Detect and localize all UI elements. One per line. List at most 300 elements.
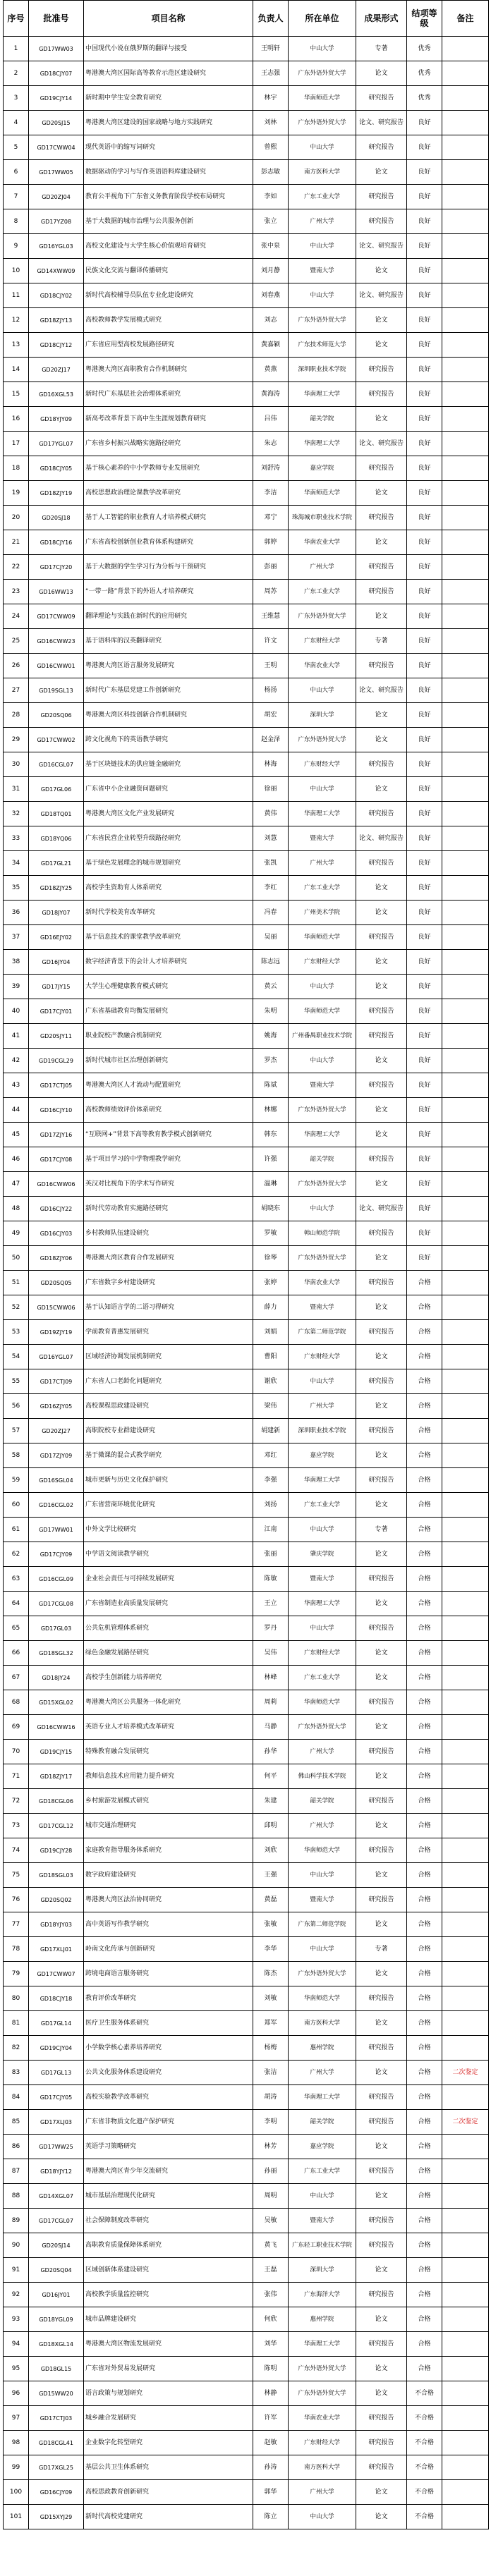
row-grade: 合格: [407, 1271, 442, 1295]
row-institution: 暨南大学: [289, 1888, 356, 1912]
row-index: 37: [4, 925, 29, 950]
row-output-form: 论文、研究报告: [356, 283, 407, 308]
table-row: [4, 1295, 489, 1320]
row-institution: 中山大学: [289, 1049, 356, 1073]
table-row: [4, 1443, 489, 1468]
row-output-form: 论文: [356, 703, 407, 728]
row-code: GD17WW05: [29, 160, 84, 185]
row-output-form: 研究报告: [356, 1740, 407, 1764]
row-leader: 冯春: [253, 901, 289, 925]
row-output-form: 论文: [356, 1863, 407, 1888]
row-title: 基于区块链技术的供应链金融研究: [84, 752, 253, 777]
row-grade: 良好: [407, 358, 442, 382]
row-code: GD18CJY18: [29, 1986, 84, 2011]
row-title: 广东省对外贸易发展研究: [84, 2357, 253, 2381]
row-code: GD15XGL02: [29, 1690, 84, 1715]
row-index: 34: [4, 851, 29, 876]
row-leader: 吴敏: [253, 2209, 289, 2233]
row-output-form: 论文: [356, 1666, 407, 1690]
row-output-form: 论文: [356, 481, 407, 506]
table-row: [4, 481, 489, 506]
row-title: 乡村旅游发展模式研究: [84, 1789, 253, 1814]
row-leader: 王磊: [253, 2258, 289, 2283]
table-row: [4, 925, 489, 950]
row-code: GD16SGL04: [29, 1468, 84, 1493]
table-row: [4, 678, 489, 703]
row-remark: [442, 580, 489, 604]
row-institution: 广东财经大学: [289, 2431, 356, 2455]
table-row: [4, 2061, 489, 2085]
row-remark: [442, 1641, 489, 1666]
row-title: 数据驱动的学习与写作英语语料库建设研究: [84, 160, 253, 185]
row-grade: 合格: [407, 1715, 442, 1740]
row-index: 44: [4, 1098, 29, 1123]
row-title: 乡村教师队伍建设研究: [84, 1221, 253, 1246]
row-output-form: 论文: [356, 777, 407, 802]
table-row: [4, 1073, 489, 1098]
row-grade: 合格: [407, 2184, 442, 2209]
row-title: 广东省高校创新创业教育体系构建研究: [84, 530, 253, 555]
row-code: GD17CWW02: [29, 728, 84, 752]
row-code: GD20ZJ04: [29, 185, 84, 209]
row-output-form: 论文: [356, 728, 407, 752]
row-output-form: 研究报告: [356, 2036, 407, 2061]
row-title: 广东省非物质文化遗产保护研究: [84, 2110, 253, 2135]
row-institution: 深圳职业技术学院: [289, 1419, 356, 1443]
table-row: [4, 2332, 489, 2357]
row-institution: 华南理工大学: [289, 432, 356, 456]
row-title: 区域创新体系建设研究: [84, 2258, 253, 2283]
table-row: [4, 2135, 489, 2159]
row-grade: 良好: [407, 160, 442, 185]
row-institution: 华南理工大学: [289, 802, 356, 826]
row-index: 78: [4, 1937, 29, 1962]
row-index: 2: [4, 61, 29, 86]
table-row: [4, 2233, 489, 2258]
row-output-form: 论文、研究报告: [356, 432, 407, 456]
row-remark: [442, 1246, 489, 1271]
row-output-form: 论文: [356, 1814, 407, 1838]
row-grade: 良好: [407, 555, 442, 580]
row-leader: 陈杰: [253, 1962, 289, 1986]
row-output-form: 论文: [356, 901, 407, 925]
row-leader: 刘林: [253, 111, 289, 135]
row-leader: 罗杰: [253, 1049, 289, 1073]
row-remark: [442, 1295, 489, 1320]
row-title: 现代英语中的缩写词研究: [84, 135, 253, 160]
row-leader: 梁伟: [253, 1394, 289, 1419]
row-institution: 广东外语外贸大学: [289, 308, 356, 333]
row-index: 24: [4, 604, 29, 629]
row-title: 粤港澳大湾区建设的国家战略与地方实践研究: [84, 111, 253, 135]
row-output-form: 研究报告: [356, 1419, 407, 1443]
row-title: 高校文化建设与大学生核心价值观培育研究: [84, 234, 253, 259]
row-institution: 韩山师范学院: [289, 1221, 356, 1246]
row-output-form: 论文: [356, 1764, 407, 1789]
row-institution: 广东财经大学: [289, 629, 356, 654]
row-output-form: 研究报告: [356, 1567, 407, 1592]
table-row: [4, 1690, 489, 1715]
row-index: 101: [4, 2505, 29, 2529]
row-index: 38: [4, 950, 29, 975]
row-institution: 深圳大学: [289, 703, 356, 728]
row-leader: 刘华: [253, 2332, 289, 2357]
row-leader: 林芳: [253, 2135, 289, 2159]
table-row: [4, 975, 489, 999]
row-title: 粤港澳大湾区公共服务一体化研究: [84, 1690, 253, 1715]
row-index: 89: [4, 2209, 29, 2233]
row-output-form: 研究报告: [356, 382, 407, 407]
row-code: GD17WW03: [29, 37, 84, 61]
row-remark: [442, 283, 489, 308]
row-remark: [442, 135, 489, 160]
row-code: GD17XLJ03: [29, 2110, 84, 2135]
row-leader: 吴丽: [253, 925, 289, 950]
row-remark: [442, 654, 489, 678]
row-output-form: 论文: [356, 2307, 407, 2332]
row-remark: [442, 555, 489, 580]
row-output-form: 研究报告: [356, 1789, 407, 1814]
row-output-form: 论文: [356, 2480, 407, 2505]
table-row: [4, 580, 489, 604]
row-grade: 合格: [407, 2085, 442, 2110]
row-code: GD16XGL53: [29, 382, 84, 407]
row-leader: 赵金泽: [253, 728, 289, 752]
row-grade: 不合格: [407, 2431, 442, 2455]
table-row: [4, 2431, 489, 2455]
row-output-form: 论文: [356, 604, 407, 629]
row-code: GD17GL21: [29, 851, 84, 876]
row-title: 新高考改革背景下高中生生涯规划教育研究: [84, 407, 253, 432]
row-output-form: 专著: [356, 1518, 407, 1542]
row-institution: 华南师范大学: [289, 1690, 356, 1715]
row-grade: 良好: [407, 1147, 442, 1172]
row-title: 粤港澳大湾区人才流动与配置研究: [84, 1073, 253, 1098]
table-row: [4, 901, 489, 925]
row-title: 高校学生资助育人体系研究: [84, 876, 253, 901]
row-institution: 广州大学: [289, 555, 356, 580]
row-code: GD17GL03: [29, 1616, 84, 1641]
row-index: 86: [4, 2135, 29, 2159]
row-code: GD18CGL06: [29, 1789, 84, 1814]
row-output-form: 论文: [356, 1172, 407, 1197]
row-output-form: 论文: [356, 308, 407, 333]
row-output-form: 研究报告: [356, 1888, 407, 1912]
table-row: [4, 456, 489, 481]
row-remark: [442, 752, 489, 777]
row-institution: 中山大学: [289, 283, 356, 308]
row-grade: 合格: [407, 2357, 442, 2381]
row-output-form: 研究报告: [356, 1024, 407, 1049]
row-leader: 刘春燕: [253, 283, 289, 308]
header-leader: 负责人: [253, 1, 289, 37]
row-institution: 华南理工大学: [289, 382, 356, 407]
row-title: 英语专业人才培养模式改革研究: [84, 1715, 253, 1740]
row-index: 77: [4, 1912, 29, 1937]
row-code: GD18CJY07: [29, 61, 84, 86]
row-code: GD18CJY16: [29, 530, 84, 555]
row-title: 高校学生创新能力培养研究: [84, 1666, 253, 1690]
row-institution: 华南农业大学: [289, 654, 356, 678]
row-code: GD16CGL09: [29, 1567, 84, 1592]
row-institution: 广东外语外贸大学: [289, 2357, 356, 2381]
row-code: GD18YQ06: [29, 826, 84, 851]
row-institution: 华南农业大学: [289, 530, 356, 555]
row-grade: 优秀: [407, 61, 442, 86]
row-output-form: 论文: [356, 1049, 407, 1073]
row-institution: 广东外语外贸大学: [289, 1172, 356, 1197]
row-output-form: 论文: [356, 975, 407, 999]
row-institution: 韶关学院: [289, 2110, 356, 2135]
row-remark: [442, 1962, 489, 1986]
row-leader: 周莉: [253, 1690, 289, 1715]
row-remark: [442, 86, 489, 111]
row-leader: 黄燕: [253, 358, 289, 382]
row-index: 90: [4, 2233, 29, 2258]
row-institution: 暨南大学: [289, 1295, 356, 1320]
row-grade: 合格: [407, 2283, 442, 2307]
row-institution: 深圳大学: [289, 2258, 356, 2283]
row-institution: 中山大学: [289, 1616, 356, 1641]
row-leader: 刘欣: [253, 1838, 289, 1863]
row-output-form: 论文: [356, 1715, 407, 1740]
table-row: [4, 2505, 489, 2529]
row-title: 中国现代小说在俄罗斯的翻译与接受: [84, 37, 253, 61]
row-leader: 杨梅: [253, 2036, 289, 2061]
table-row: [4, 1764, 489, 1789]
row-remark: [442, 1394, 489, 1419]
header-title: 项目名称: [84, 1, 253, 37]
row-index: 9: [4, 234, 29, 259]
table-row: [4, 135, 489, 160]
row-title: 区域经济协调发展机制研究: [84, 1345, 253, 1369]
row-output-form: 论文: [356, 259, 407, 283]
row-code: GD17JY15: [29, 975, 84, 999]
row-remark: [442, 382, 489, 407]
row-grade: 良好: [407, 1073, 442, 1098]
row-institution: 华南师范大学: [289, 999, 356, 1024]
row-institution: 广东外语外贸大学: [289, 1715, 356, 1740]
row-grade: 合格: [407, 1838, 442, 1863]
row-remark: [442, 506, 489, 530]
row-index: 48: [4, 1197, 29, 1221]
row-grade: 合格: [407, 1814, 442, 1838]
row-title: 英语学习策略研究: [84, 2135, 253, 2159]
row-index: 67: [4, 1666, 29, 1690]
row-code: GD16CJY03: [29, 1221, 84, 1246]
row-index: 81: [4, 2011, 29, 2036]
row-code: GD19CJY28: [29, 1838, 84, 1863]
row-grade: 合格: [407, 1690, 442, 1715]
row-code: GD16YGL07: [29, 1345, 84, 1369]
row-output-form: 研究报告: [356, 185, 407, 209]
row-index: 52: [4, 1295, 29, 1320]
table-row: [4, 1863, 489, 1888]
row-output-form: 论文: [356, 2357, 407, 2381]
table-row: [4, 1246, 489, 1271]
row-institution: 广州大学: [289, 851, 356, 876]
row-index: 85: [4, 2110, 29, 2135]
row-leader: 吕伟: [253, 407, 289, 432]
row-index: 20: [4, 506, 29, 530]
row-index: 49: [4, 1221, 29, 1246]
row-index: 5: [4, 135, 29, 160]
row-remark: [442, 308, 489, 333]
row-index: 11: [4, 283, 29, 308]
row-institution: 广东工业大学: [289, 876, 356, 901]
row-remark: [442, 1814, 489, 1838]
row-institution: 广东外语外贸大学: [289, 61, 356, 86]
row-leader: 韩东: [253, 1123, 289, 1147]
row-index: 8: [4, 209, 29, 234]
row-remark: [442, 1518, 489, 1542]
row-code: GD16CGL07: [29, 752, 84, 777]
row-grade: 合格: [407, 1295, 442, 1320]
table-row: [4, 506, 489, 530]
row-title: 大学生心理健康教育模式研究: [84, 975, 253, 999]
row-code: GD20SQ02: [29, 1888, 84, 1912]
row-code: GD16CJY22: [29, 1197, 84, 1221]
row-grade: 良好: [407, 678, 442, 703]
table-row: [4, 2011, 489, 2036]
row-output-form: 论文: [356, 2061, 407, 2085]
row-remark: [442, 1049, 489, 1073]
row-institution: 华南理工大学: [289, 1592, 356, 1616]
row-output-form: 论文: [356, 950, 407, 975]
row-grade: 良好: [407, 580, 442, 604]
row-index: 26: [4, 654, 29, 678]
row-index: 94: [4, 2332, 29, 2357]
row-remark: [442, 1147, 489, 1172]
row-remark: [442, 629, 489, 654]
row-output-form: 研究报告: [356, 2209, 407, 2233]
row-index: 93: [4, 2307, 29, 2332]
row-title: 基于人工智能的职业教育人才培养模式研究: [84, 506, 253, 530]
row-index: 16: [4, 407, 29, 432]
row-grade: 合格: [407, 1394, 442, 1419]
row-output-form: 研究报告: [356, 1147, 407, 1172]
header-institution: 所在单位: [289, 1, 356, 37]
row-index: 97: [4, 2406, 29, 2431]
table-row: [4, 654, 489, 678]
row-index: 59: [4, 1468, 29, 1493]
row-leader: 赵敏: [253, 2431, 289, 2455]
row-code: GD18XGL14: [29, 2332, 84, 2357]
row-institution: 韶关学院: [289, 1789, 356, 1814]
row-index: 46: [4, 1147, 29, 1172]
row-title: 医疗卫生服务体系研究: [84, 2011, 253, 2036]
row-title: 基于核心素养的中小学教师专业发展研究: [84, 456, 253, 481]
row-title: 企业社会责任与可持续发展研究: [84, 1567, 253, 1592]
row-grade: 合格: [407, 2233, 442, 2258]
row-leader: 陈志远: [253, 950, 289, 975]
row-output-form: 论文、研究报告: [356, 678, 407, 703]
row-institution: 中山大学: [289, 1369, 356, 1394]
row-index: 51: [4, 1271, 29, 1295]
row-remark: [442, 1888, 489, 1912]
row-institution: 广州大学: [289, 1394, 356, 1419]
row-code: GD15XYJ29: [29, 2505, 84, 2529]
row-remark: [442, 728, 489, 752]
row-leader: 曹阳: [253, 1345, 289, 1369]
row-index: 96: [4, 2381, 29, 2406]
row-leader: 邓宁: [253, 506, 289, 530]
row-leader: 吴伟: [253, 1641, 289, 1666]
row-grade: 合格: [407, 1863, 442, 1888]
row-remark: [442, 2455, 489, 2480]
row-institution: 暨南大学: [289, 826, 356, 851]
row-institution: 南方医科大学: [289, 2455, 356, 2480]
row-index: 58: [4, 1443, 29, 1468]
row-index: 56: [4, 1394, 29, 1419]
row-grade: 良好: [407, 1024, 442, 1049]
row-index: 92: [4, 2283, 29, 2307]
row-title: 城市基层治理现代化研究: [84, 2184, 253, 2209]
row-title: 公共文化服务体系建设研究: [84, 2061, 253, 2085]
row-remark: [442, 407, 489, 432]
row-title: 绿色金融发展路径研究: [84, 1641, 253, 1666]
row-leader: 许军: [253, 2406, 289, 2431]
row-remark: [442, 802, 489, 826]
row-index: 4: [4, 111, 29, 135]
row-institution: 广州大学: [289, 209, 356, 234]
row-institution: 嘉应学院: [289, 2135, 356, 2159]
row-code: GD17CJY20: [29, 555, 84, 580]
row-index: 7: [4, 185, 29, 209]
row-output-form: 论文: [356, 1345, 407, 1369]
row-index: 28: [4, 703, 29, 728]
row-remark: [442, 1073, 489, 1098]
row-leader: 胡晓东: [253, 1197, 289, 1221]
row-grade: 良好: [407, 1172, 442, 1197]
row-remark: [442, 2184, 489, 2209]
row-leader: 孙丽: [253, 2159, 289, 2184]
row-output-form: 研究报告: [356, 2283, 407, 2307]
row-index: 14: [4, 358, 29, 382]
row-grade: 合格: [407, 1468, 442, 1493]
row-grade: 良好: [407, 654, 442, 678]
row-index: 60: [4, 1493, 29, 1518]
row-institution: 南方医科大学: [289, 160, 356, 185]
row-code: GD18SGL32: [29, 1641, 84, 1666]
row-title: 岭南文化传承与创新研究: [84, 1937, 253, 1962]
row-remark: [442, 2036, 489, 2061]
row-code: GD16CJY10: [29, 1098, 84, 1123]
row-leader: 胡涛: [253, 2085, 289, 2110]
row-remark: [442, 1419, 489, 1443]
row-remark: [442, 432, 489, 456]
row-code: GD17GL14: [29, 2011, 84, 2036]
row-title: 高校课程思政建设研究: [84, 1394, 253, 1419]
row-leader: 黄云: [253, 975, 289, 999]
row-index: 95: [4, 2357, 29, 2381]
row-title: 粤港澳大湾区教育合作发展研究: [84, 1246, 253, 1271]
row-leader: 林宇: [253, 86, 289, 111]
row-code: GD20SQ04: [29, 2258, 84, 2283]
row-leader: 刘志: [253, 308, 289, 333]
row-output-form: 论文、研究报告: [356, 234, 407, 259]
table-row: [4, 1986, 489, 2011]
row-remark: [442, 1320, 489, 1345]
table-row: [4, 1937, 489, 1962]
row-title: 高职教育质量保障体系研究: [84, 2233, 253, 2258]
row-code: GD20SQ05: [29, 1271, 84, 1295]
table-row: [4, 802, 489, 826]
row-title: 基于项目学习的中学物理教学研究: [84, 1147, 253, 1172]
row-output-form: 研究报告: [356, 925, 407, 950]
row-code: GD17CTJ03: [29, 2406, 84, 2431]
row-remark: [442, 1345, 489, 1369]
